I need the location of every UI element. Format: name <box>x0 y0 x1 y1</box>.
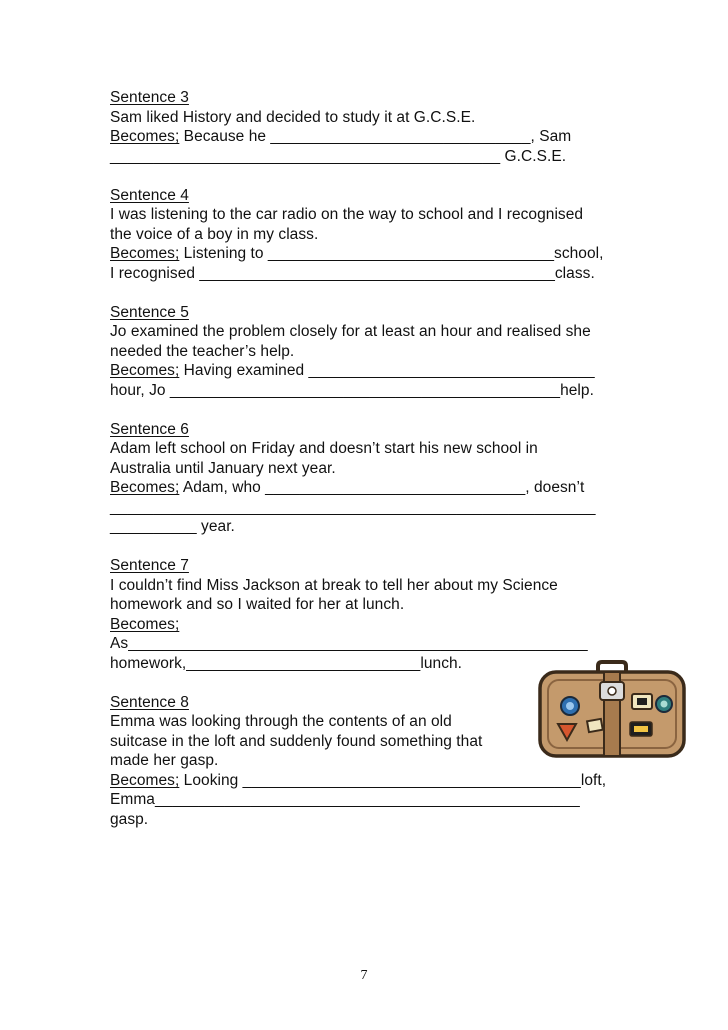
line-text: Listening to _________________________________school, <box>179 245 604 262</box>
line-text: Adam left school on Friday and doesn’t start his new school in <box>110 440 538 457</box>
sentence-line <box>110 498 630 518</box>
line-text: suitcase in the loft and suddenly found something that <box>110 732 483 750</box>
sentence-line <box>110 127 630 147</box>
sentence-heading: Sentence 6 <box>110 420 189 438</box>
sentence-line <box>110 478 630 498</box>
sentence-line <box>110 634 630 654</box>
line-text: the voice of a boy in my class. <box>110 225 319 243</box>
line-text: made her gasp. <box>110 752 219 769</box>
exercise-section <box>110 303 630 401</box>
becomes-label: Becomes; <box>110 245 180 262</box>
line-text: hour, Jo _____________________________________________help. <box>110 381 594 399</box>
line-text: Adam, who ______________________________, doesn’t <box>179 479 585 496</box>
sentence-heading: Sentence 8 <box>110 693 189 711</box>
sentence-line <box>110 576 630 596</box>
line-text: I was listening to the car radio on the way to school and I recognised <box>110 206 584 223</box>
sentence-line <box>110 342 630 362</box>
exercise-section <box>110 556 630 673</box>
sentence-heading: Sentence 7 <box>110 557 189 574</box>
line-text: homework and so I waited for her at lunch. <box>110 596 405 613</box>
becomes-label: Becomes; <box>110 771 180 789</box>
line-text: I recognised _________________________________________class. <box>110 264 595 282</box>
page-number: 7 <box>360 968 368 983</box>
sentence-heading: Sentence 4 <box>110 186 189 204</box>
becomes-label: Becomes; <box>110 362 180 379</box>
sentence-line <box>110 225 630 245</box>
line-text: I couldn’t find Miss Jackson at break to tell her about my Science <box>110 576 558 594</box>
exercise-section <box>110 88 630 166</box>
sentence-line <box>110 771 630 791</box>
suitcase-icon <box>536 660 688 760</box>
exercise-section <box>110 186 630 284</box>
sentence-line <box>110 517 630 537</box>
line-text: Emma was looking through the contents of an old <box>110 713 452 730</box>
becomes-label: Becomes; <box>110 615 180 633</box>
sentence-line <box>110 595 630 615</box>
line-text: Jo examined the problem closely for at least an hour and realised she <box>110 323 591 340</box>
sentence-line <box>110 615 630 635</box>
sentence-line <box>110 361 630 381</box>
line-text: Having examined _________________________________ <box>179 362 595 379</box>
sentence-heading: Sentence 3 <box>110 89 189 106</box>
sentence-line <box>110 108 630 128</box>
line-text: Australia until January next year. <box>110 459 336 477</box>
becomes-label: Becomes; <box>110 479 180 496</box>
sentence-line <box>110 790 630 810</box>
sentence-line <box>110 264 630 284</box>
line-text: Because he ______________________________, Sam <box>179 128 572 145</box>
sentence-line <box>110 810 630 830</box>
line-text: ________________________________________________________ <box>110 498 596 516</box>
line-text: __________ year. <box>110 518 235 535</box>
sentence-line <box>110 381 630 401</box>
line-text: Sam liked History and decided to study it at G.C.S.E. <box>110 108 476 126</box>
becomes-label: Becomes; <box>110 128 180 145</box>
line-text: homework,___________________________lunch. <box>110 654 463 672</box>
sentence-line <box>110 439 630 459</box>
sentence-line <box>110 459 630 479</box>
line-text: needed the teacher’s help. <box>110 342 295 360</box>
sentence-line <box>110 205 630 225</box>
line-text: Emma_________________________________________________ <box>110 791 580 808</box>
sentence-line <box>110 322 630 342</box>
line-text: _____________________________________________ G.C.S.E. <box>110 147 567 165</box>
sentence-heading: Sentence 5 <box>110 303 189 321</box>
sentence-line <box>110 244 630 264</box>
line-text: As_____________________________________________________ <box>110 635 588 652</box>
exercise-section <box>110 420 630 537</box>
sentence-line <box>110 147 630 167</box>
line-text: gasp. <box>110 810 149 828</box>
line-text: Looking _______________________________________loft, <box>179 771 607 789</box>
